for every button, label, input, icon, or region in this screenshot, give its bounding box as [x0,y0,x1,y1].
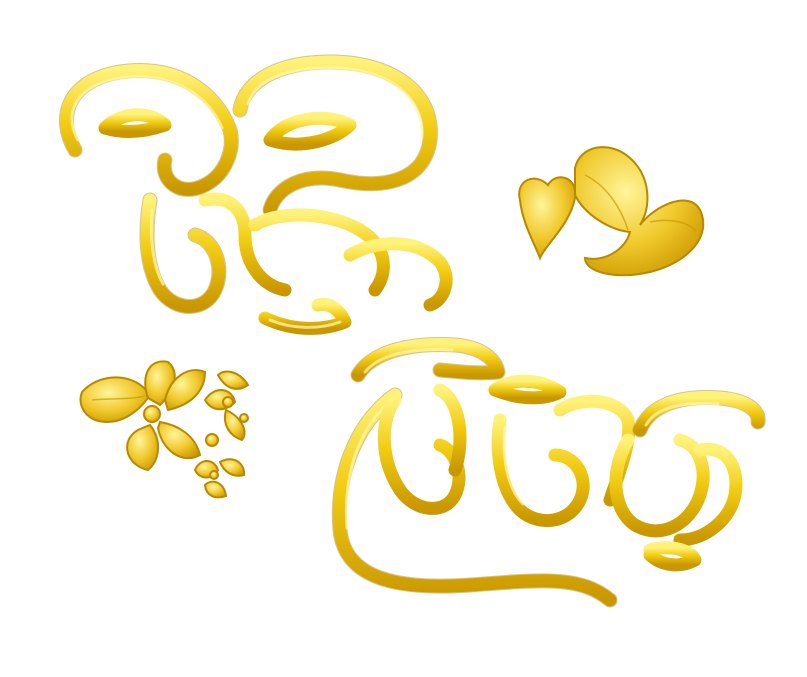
flower-ornament [81,361,248,497]
heart-ornament [519,147,703,275]
calligraphy-word-bottom [339,344,758,600]
calligraphy-word-top [66,62,446,328]
